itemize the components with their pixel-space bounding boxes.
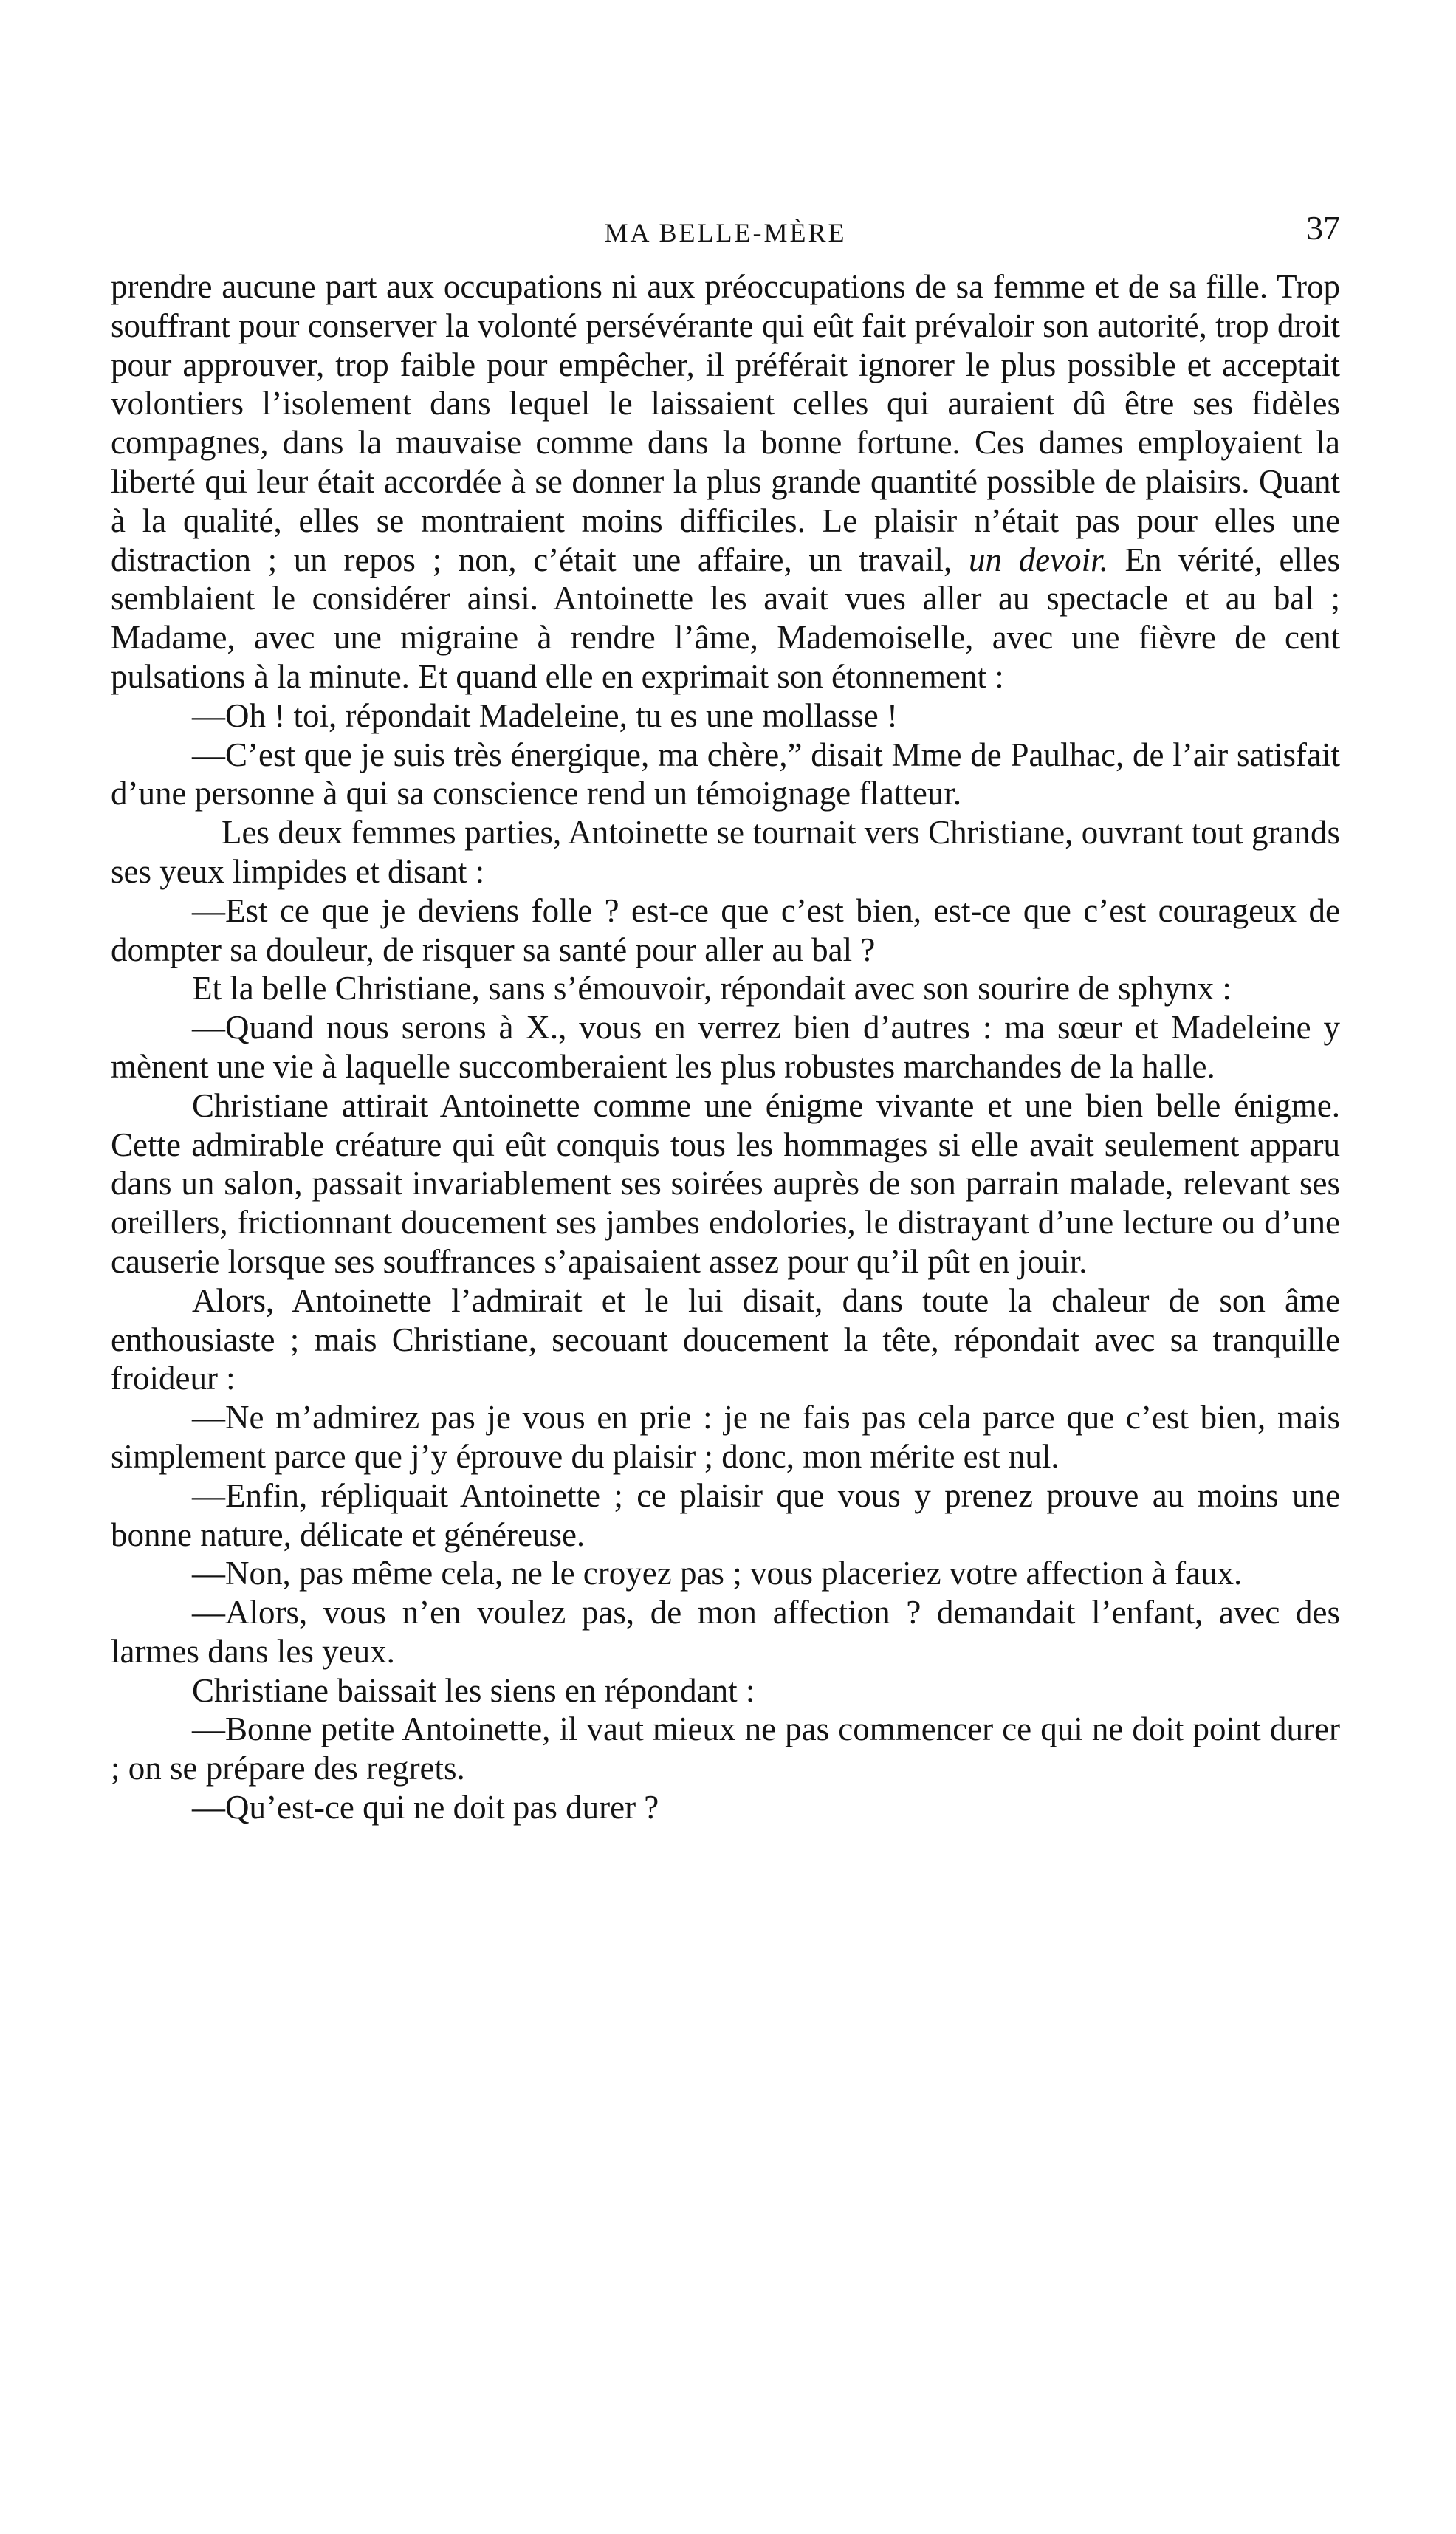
body-text: [111, 267, 1340, 1827]
book-page: [111, 207, 1340, 1827]
paragraph-16: —Qu’est-ce qui ne doit pas durer ?: [192, 1789, 659, 1826]
running-head: [111, 207, 1340, 251]
paragraph-14: Christiane baissait les siens en répondant :: [192, 1671, 755, 1709]
paragraph-3: —C’est que je suis très énergique, ma chère,” disait Mme de Paulhac, de l’air satisfait d’une personne à qui sa conscience rend un témoignage flatteur.: [111, 736, 1340, 812]
paragraph-4: Les deux femmes parties, Antoinette se tournait vers Christiane, ouvrant tout grands ses yeux limpides et disant :: [111, 814, 1340, 890]
paragraph-9: Alors, Antoinette l’admirait et le lui disait, dans toute la chaleur de son âme enthousiaste ; mais Christiane, secouant doucement la tête, répondait avec sa tranquille froideur :: [111, 1281, 1340, 1397]
paragraph-10: —Ne m’admirez pas je vous en prie : je ne fais pas cela parce que c’est bien, mais simplement parce que j’y éprouve du plaisir ; donc, mon mérite est nul.: [111, 1399, 1340, 1475]
paragraph-1-text-end: En vérité, elles semblaient le considérer ainsi. Antoinette les avait vues aller au spectacle et au bal ; Madame, avec une migraine à rendre l’âme, Mademoiselle, avec une fièvre de cent pulsations à la minute. Et quand elle en exprimait son étonnement :: [111, 541, 1341, 695]
paragraph-2: —Oh ! toi, répondait Madeleine, tu es une mollasse !: [192, 696, 899, 734]
paragraph-1-text: prendre aucune part aux occupations ni aux préoccupations de sa femme et de sa fille. Trop souffrant pour conserver la volonté persévérante qui eût fait prévaloir son autorité, trop droit pour approuver, trop faible pour empêcher, il préférait ignorer le plus possible et acceptait volontiers l’isolement dans lequel le laissaient celles qui auraient dû être ses fidèles compagnes, dans la mauvaise comme dans la bonne fortune. Ces dames employaient la liberté qui leur était accordée à se donner la plus grande quantité possible de plaisirs. Quant à la qualité, elles se montraient moins difficiles. Le plaisir n’était pas pour elles une distraction ; un repos ; non, c’était une affaire, un travail,: [111, 268, 1340, 578]
paragraph-13: —Alors, vous n’en voulez pas, de mon affection ? demandait l’enfant, avec des larmes dans les yeux.: [111, 1594, 1340, 1670]
paragraph-1-italic: un devoir.: [968, 541, 1108, 578]
running-title: MA BELLE-MÈRE: [604, 218, 847, 247]
paragraph-7: —Quand nous serons à X., vous en verrez bien d’autres : ma sœur et Madeleine y mènent une vie à laquelle succomberaient les plus robustes marchandes de la halle.: [111, 1009, 1340, 1085]
paragraph-8: Christiane attirait Antoinette comme une énigme vivante et une bien belle énigme. Cette admirable créature qui eût conquis tous les hommages si elle avait seulement apparu dans un salon, passait invariablement ses soirées auprès de son parrain malade, relevant ses oreillers, frictionnant doucement ses jambes endolories, le distrayant d’une lecture ou d’une causerie lorsque ses souffrances s’apaisaient assez pour qu’il pût en jouir.: [111, 1086, 1340, 1280]
paragraph-15: —Bonne petite Antoinette, il vaut mieux ne pas commencer ce qui ne doit point durer ; on se prépare des regrets.: [111, 1711, 1340, 1787]
paragraph-5: —Est ce que je deviens folle ? est-ce que c’est bien, est-ce que c’est courageux de dompter sa douleur, de risquer sa santé pour aller au bal ?: [111, 891, 1340, 968]
paragraph-11: —Enfin, répliquait Antoinette ; ce plaisir que vous y prenez prouve au moins une bonne nature, délicate et généreuse.: [111, 1476, 1340, 1553]
paragraph-1: [111, 267, 1340, 696]
paragraph-12: —Non, pas même cela, ne le croyez pas ; vous placeriez votre affection à faux.: [192, 1555, 1243, 1592]
page-number: 37: [1306, 209, 1340, 247]
paragraph-6: Et la belle Christiane, sans s’émouvoir, répondait avec son sourire de sphynx :: [192, 970, 1232, 1007]
